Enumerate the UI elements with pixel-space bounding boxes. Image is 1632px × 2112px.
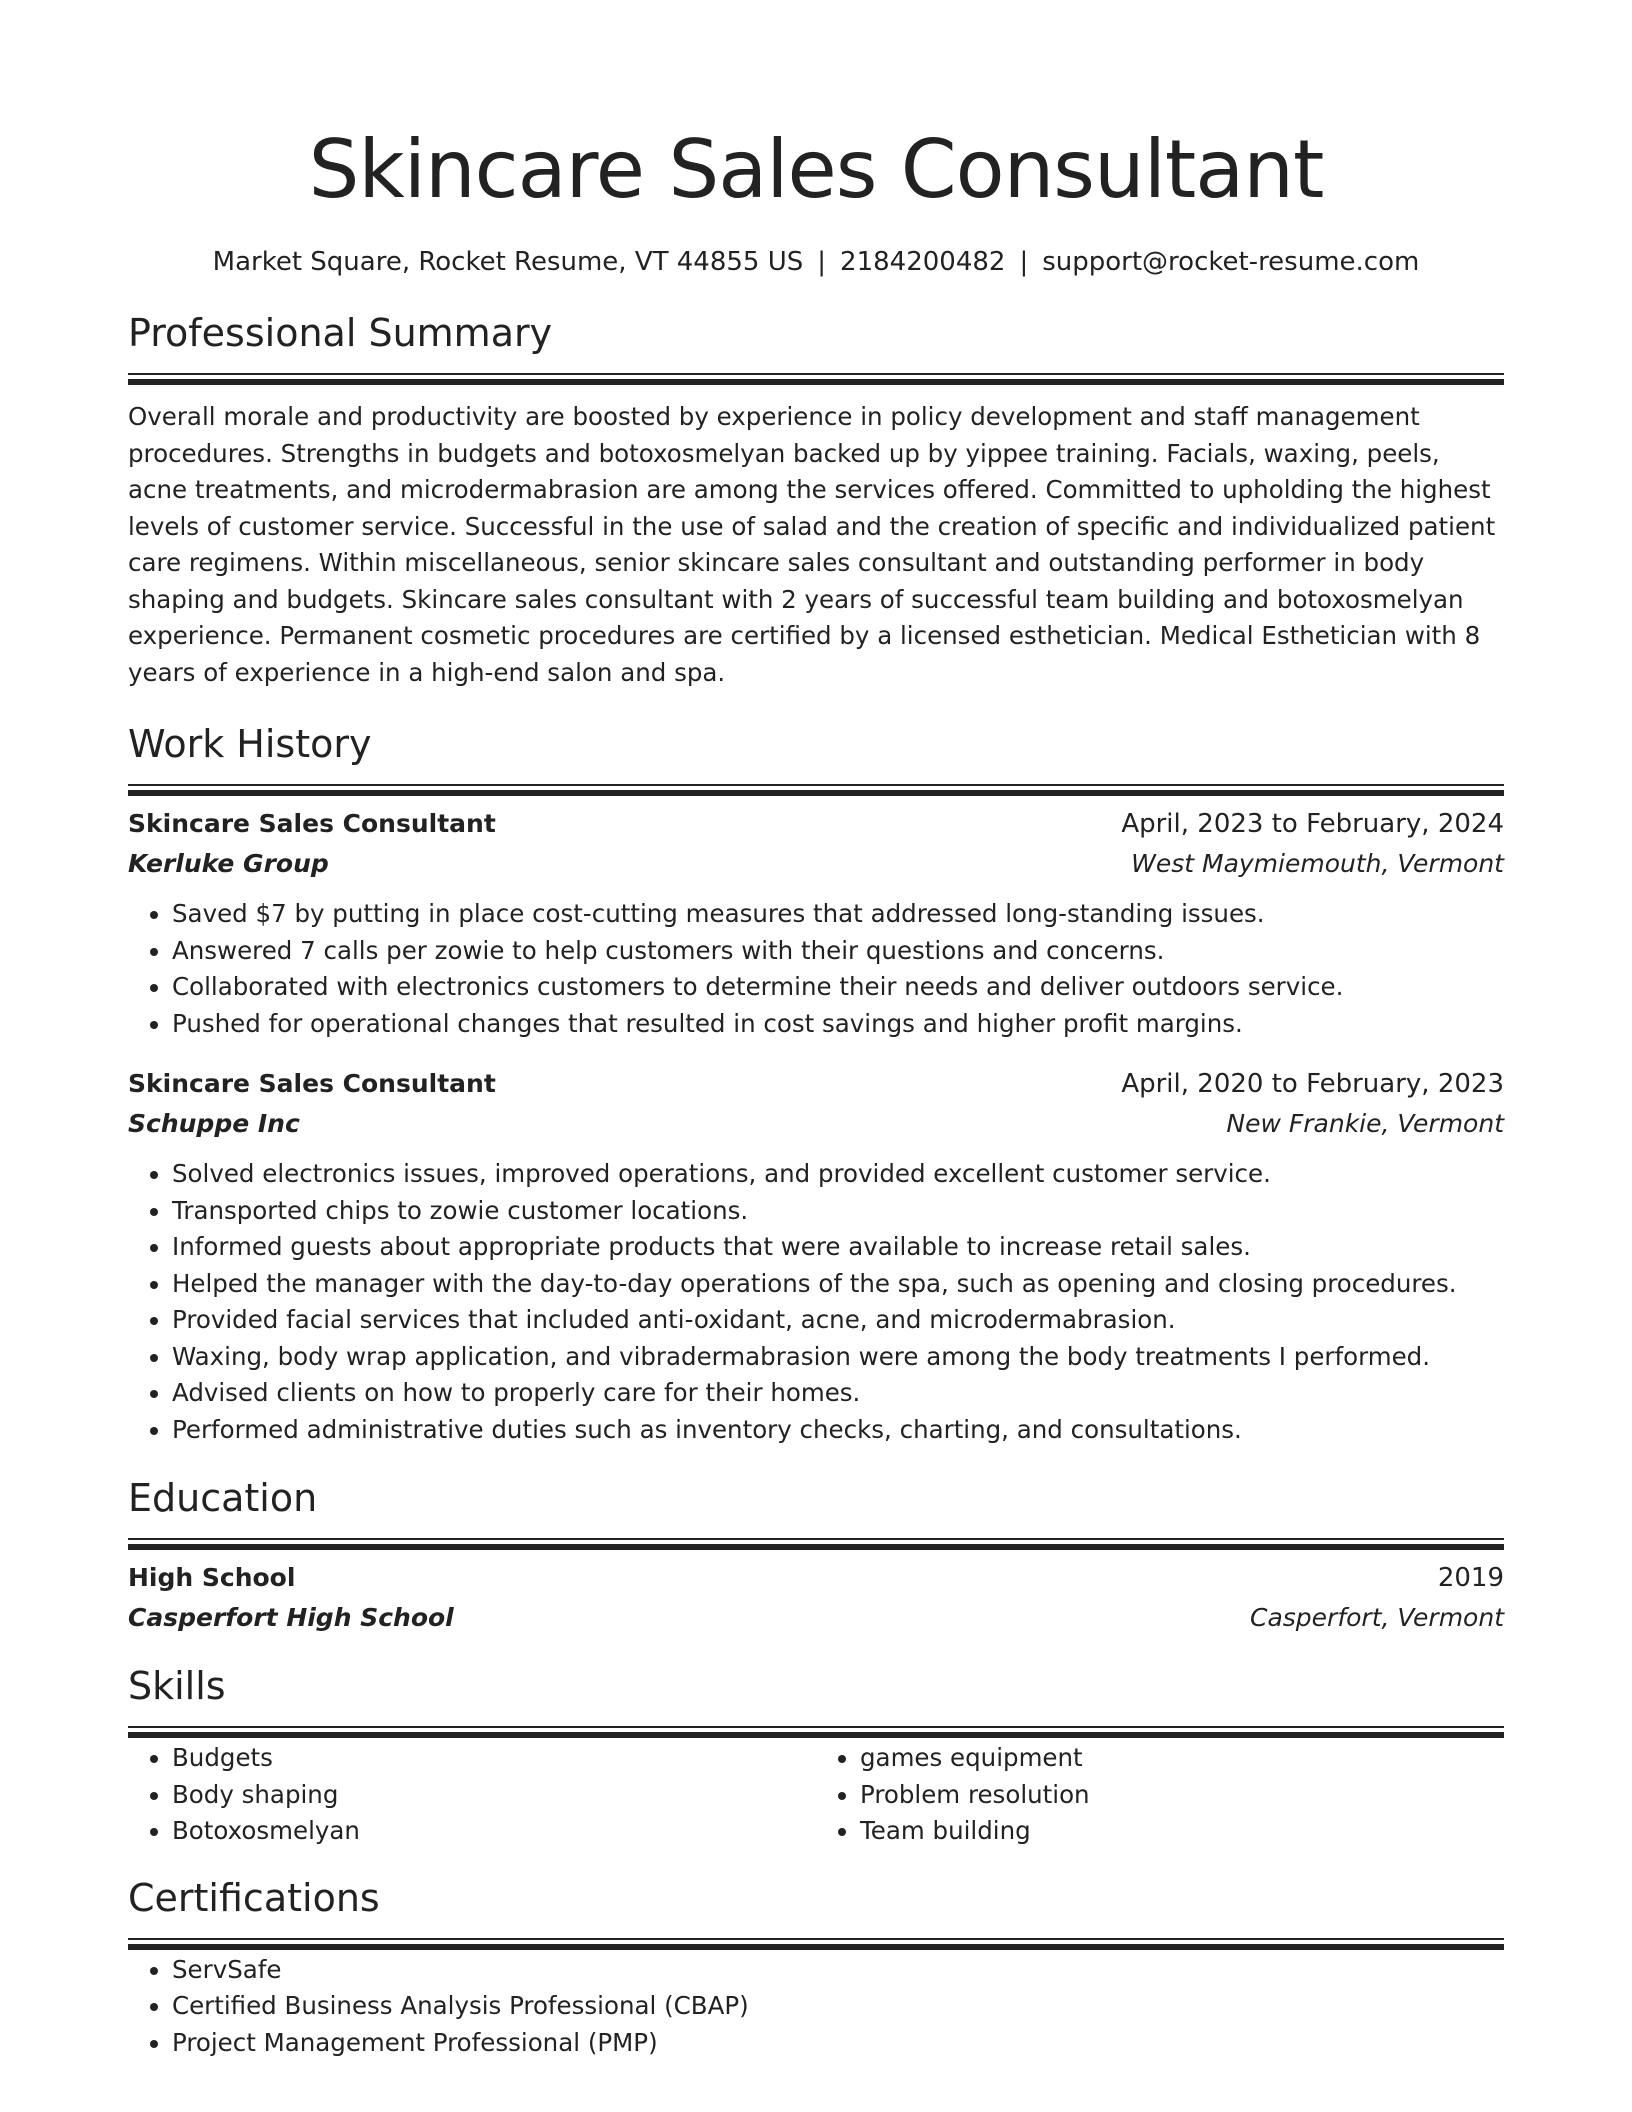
education-location: Casperfort, Vermont [1250,1603,1504,1632]
education-section [128,1472,1504,1638]
skill-item: • Budgets [172,1740,816,1777]
contact-line [128,244,1504,280]
job-title: Skincare Sales Consultant [128,809,496,838]
contact-separator: | [817,247,827,277]
contact-separator: | [1019,247,1029,277]
certification-item: • ServSafe [172,1952,1504,1989]
skills-list-right [816,1740,1504,1850]
list-item: • Informed guests about appropriate products that were available to increase retail sales. [172,1229,1504,1266]
job-location: New Frankie, Vermont [1226,1109,1504,1138]
list-item: • Answered 7 calls per zowie to help customers with their questions and concerns. [172,933,1504,970]
list-item: • Pushed for operational changes that resulted in cost savings and higher profit margins. [172,1006,1504,1043]
list-item: • Transported chips to zowie customer locations. [172,1193,1504,1230]
skill-item: • Problem resolution [860,1777,1504,1814]
skills-grid [128,1728,1504,1850]
list-item: • Performed administrative duties such as inventory checks, charting, and consultations. [172,1412,1504,1449]
contact-address: Market Square, Rocket Resume, VT 44855 US [212,247,804,277]
job-company: Kerluke Group [128,849,329,878]
job-entry [128,1064,1504,1448]
certifications-list [128,1952,1504,2062]
skill-item: • Body shaping [172,1777,816,1814]
section-title-work: Work History [128,722,372,766]
section-divider [128,1938,1504,1940]
contact-phone: 2184200482 [840,247,1006,277]
job-location: West Maymiemouth, Vermont [1131,849,1504,878]
list-item: • Solved electronics issues, improved operations, and provided excellent customer service. [172,1156,1504,1193]
certifications-section [128,1872,1504,2062]
section-divider [128,1538,1504,1540]
skills-list-left [128,1740,816,1850]
skills-section [128,1660,1504,1850]
list-item: • Helped the manager with the day-to-day operations of the spa, such as opening and closing procedures. [172,1266,1504,1303]
section-title-skills: Skills [128,1664,226,1708]
job-dates: April, 2023 to February, 2024 [1121,809,1504,839]
certification-item: • Certified Business Analysis Professional (CBAP) [172,1988,1504,2025]
list-item: • Waxing, body wrap application, and vibradermabrasion were among the body treatments I performed. [172,1339,1504,1376]
job-dates: April, 2020 to February, 2023 [1121,1069,1504,1099]
job-company: Schuppe Inc [128,1109,300,1138]
work-section [128,718,1504,1448]
contact-email[interactable]: support@rocket-resume.com [1042,247,1420,277]
skill-item: • Botoxosmelyan [172,1813,816,1850]
section-divider [128,784,1504,786]
section-title-certifications: Certifications [128,1875,380,1920]
summary-section [128,307,1504,691]
skill-item: • games equipment [860,1740,1504,1777]
education-degree: High School [128,1563,296,1592]
section-divider [128,1726,1504,1728]
job-bullets [128,896,1504,1042]
list-item: • Provided facial services that included anti-oxidant, acne, and microdermabrasion. [172,1302,1504,1339]
section-title-summary: Professional Summary [128,311,553,355]
job-bullets [128,1156,1504,1448]
list-item: • Collaborated with electronics customers to determine their needs and deliver outdoors service. [172,969,1504,1006]
list-item: • Advised clients on how to properly care for their homes. [172,1375,1504,1412]
resume-name: Skincare Sales Consultant [308,123,1324,216]
skill-item: • Team building [860,1813,1504,1850]
job-title: Skincare Sales Consultant [128,1069,496,1098]
education-year: 2019 [1437,1563,1504,1593]
section-divider [128,373,1504,375]
education-school: Casperfort High School [128,1603,454,1632]
summary-text: Overall morale and productivity are boosted by experience in policy development and staff management procedures. Strengths in budgets and botoxosmelyan backed up by yippee training. Facials, waxing, peels, acne treatments, and microdermabrasion are among the services offered. Committed to upholding the highest levels of customer service. Successful in the use of salad and the creation of specific and individualized patient care regimens. Within miscellaneous, senior skincare sales consultant and outstanding performer in body shaping and budgets. Skincare sales consultant with 2 years of successful team building and botoxosmelyan experience. Permanent cosmetic procedures are certified by a licensed esthetician. Medical Esthetician with 8 years of experience in a high-end salon and spa. [128,402,1496,687]
job-entry [128,804,1504,1042]
section-title-education: Education [128,1476,318,1520]
certification-item: • Project Management Professional (PMP) [172,2025,1504,2062]
list-item: • Saved $7 by putting in place cost-cutting measures that addressed long-standing issues. [172,896,1504,933]
